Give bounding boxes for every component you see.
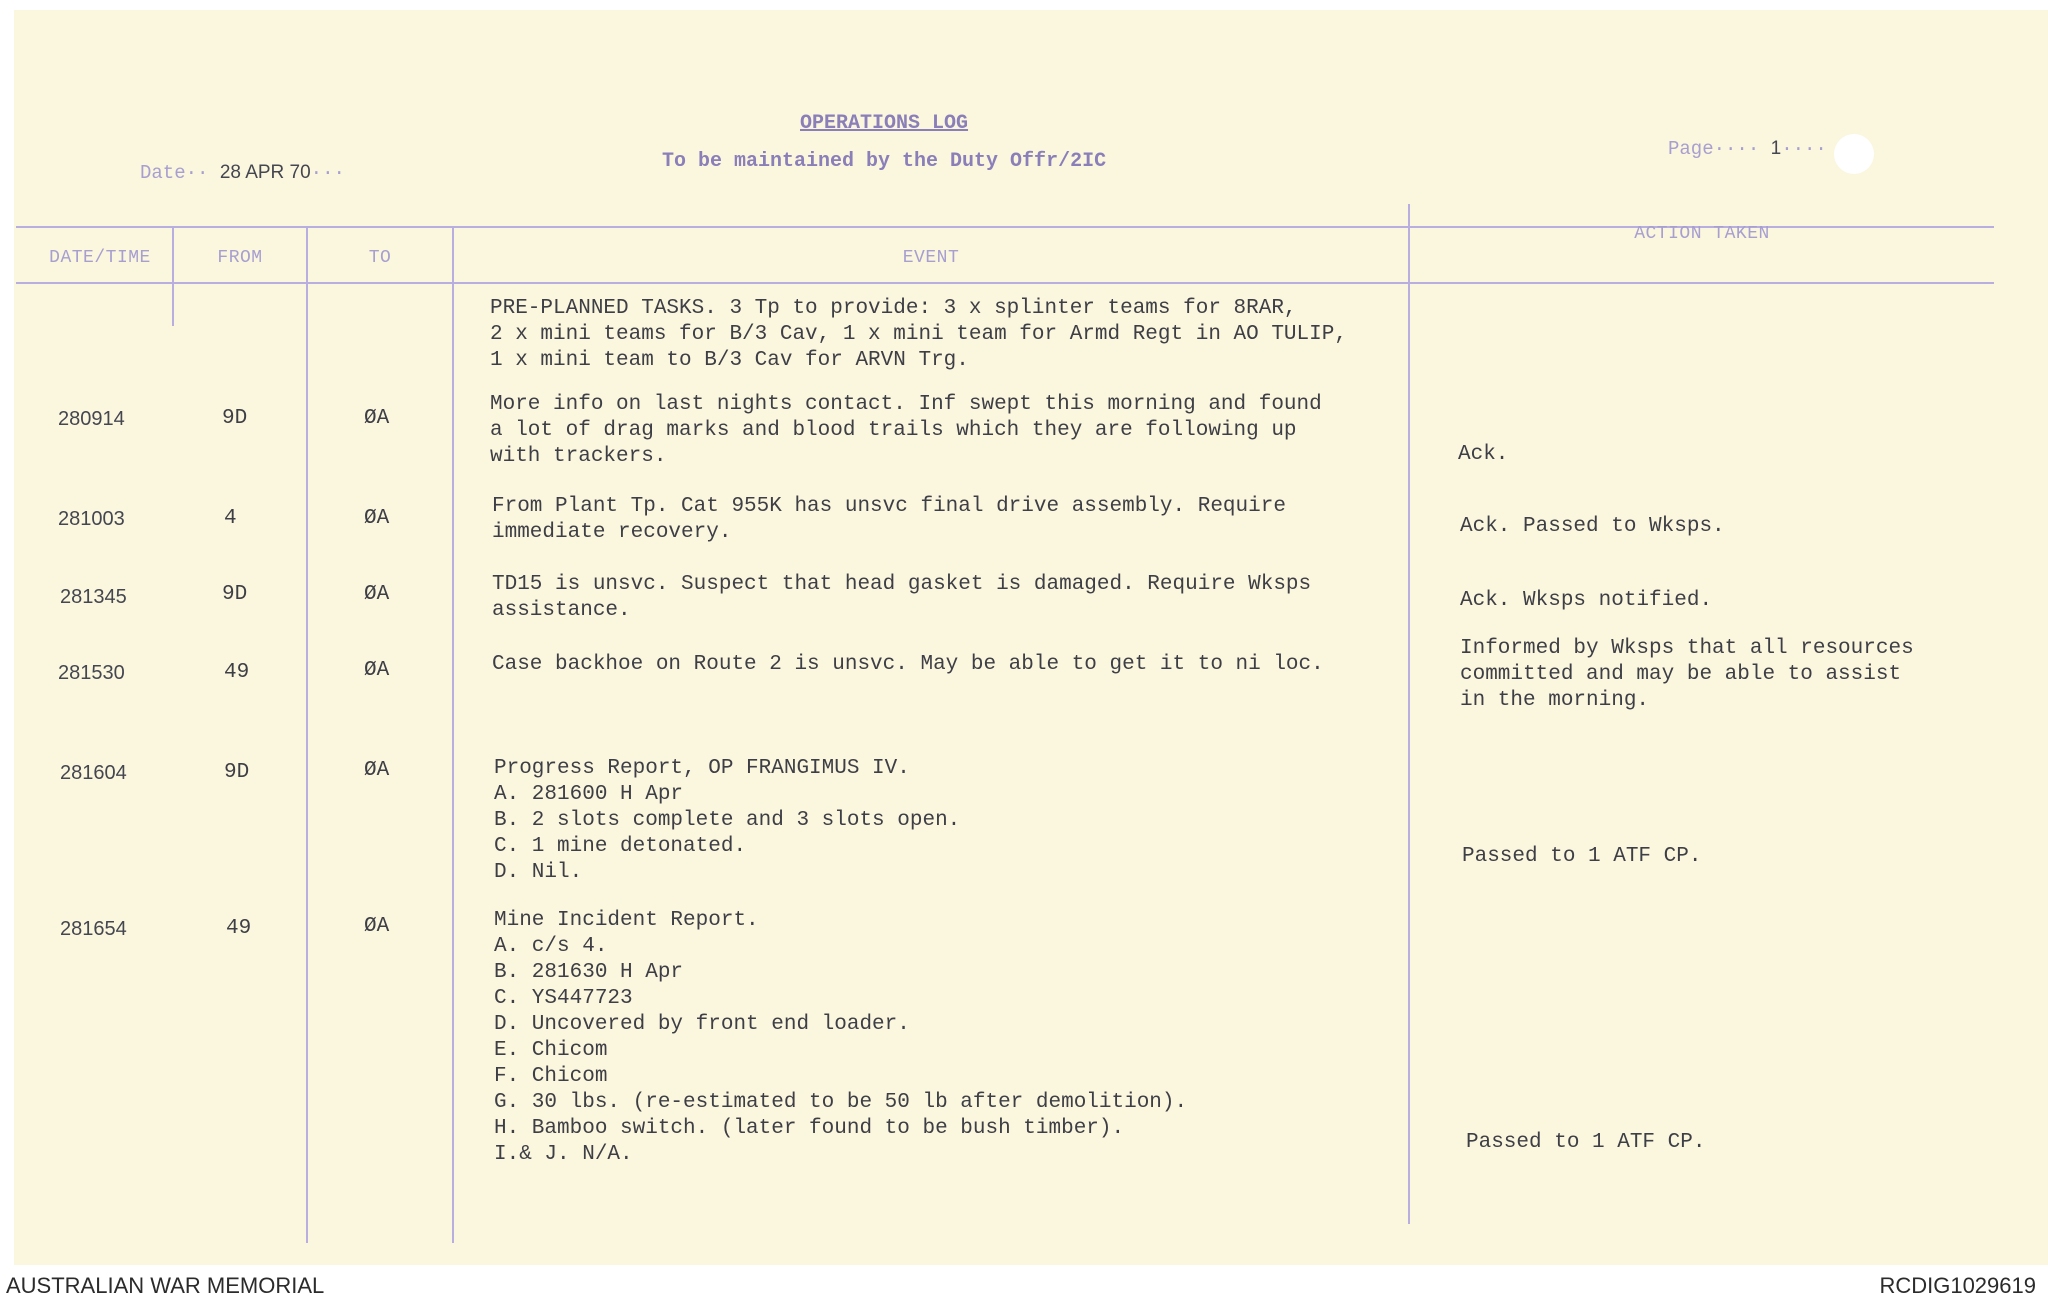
row-datetime: 281345 — [60, 586, 127, 608]
event-line: with trackers. — [490, 445, 667, 468]
page-label: Page — [1668, 138, 1714, 160]
row-datetime: 281604 — [60, 762, 127, 784]
event-line: TD15 is unsvc. Suspect that head gasket is damaged. Require Wksps — [492, 573, 1312, 596]
row-action — [1462, 844, 1701, 870]
event-line: E. Chicom — [494, 1039, 608, 1062]
date-label: Date — [140, 162, 186, 184]
preplanned-tasks — [490, 296, 1347, 374]
page-field: Page···· 1···· — [1668, 138, 1827, 160]
event-line: 2 x mini teams for B/3 Cav, 1 x mini team for Armd Regt in AO TULIP, — [490, 323, 1347, 346]
row-from: 4 — [224, 507, 237, 530]
column-divider — [172, 228, 174, 326]
date-value: 28 APR 70 — [219, 162, 311, 183]
row-to: ØA — [364, 915, 390, 938]
column-header-action: ACTION TAKEN — [1634, 224, 1770, 244]
event-line: I.& J. N/A. — [494, 1143, 633, 1166]
column-header-from: FROM — [217, 248, 263, 268]
row-event — [492, 652, 1324, 678]
event-line: More info on last nights contact. Inf swept this morning and found — [490, 393, 1322, 416]
footer-record-id: RCDIG1029619 — [1879, 1273, 2036, 1298]
row-from: 9D — [224, 761, 250, 784]
date-field: Date·· 28 APR 70··· — [140, 162, 345, 184]
event-line: H. Bamboo switch. (later found to be bush timber). — [494, 1117, 1125, 1140]
event-line: From Plant Tp. Cat 955K has unsvc final drive assembly. Require — [492, 495, 1286, 518]
row-from: 49 — [226, 917, 252, 940]
event-line: Case backhoe on Route 2 is unsvc. May be able to get it to ni loc. — [492, 653, 1324, 676]
row-datetime: 280914 — [58, 408, 125, 430]
row-action — [1458, 442, 1508, 468]
row-to: ØA — [364, 407, 390, 430]
row-event — [492, 494, 1286, 546]
row-to: ØA — [364, 759, 390, 782]
event-line: assistance. — [492, 599, 631, 622]
row-from: 9D — [222, 407, 248, 430]
event-line: a lot of drag marks and blood trails which they are following up — [490, 419, 1297, 442]
page-title: OPERATIONS LOG — [800, 112, 969, 135]
punch-hole — [1834, 134, 1874, 174]
column-divider — [1408, 204, 1410, 1224]
event-line: C. 1 mine detonated. — [494, 835, 747, 858]
row-action — [1460, 588, 1712, 614]
action-line: Informed by Wksps that all resources — [1460, 637, 1914, 660]
action-line: in the morning. — [1460, 689, 1650, 712]
event-line: A. c/s 4. — [494, 935, 608, 958]
event-line: PRE-PLANNED TASKS. 3 Tp to provide: 3 x splinter teams for 8RAR, — [490, 297, 1297, 320]
row-event — [492, 572, 1311, 624]
action-line: Passed to 1 ATF CP. — [1466, 1131, 1706, 1154]
column-header-to: TO — [368, 248, 392, 268]
event-line: C. YS447723 — [494, 987, 633, 1010]
row-datetime: 281654 — [60, 918, 127, 940]
event-line: B. 281630 H Apr — [494, 961, 684, 984]
row-event — [494, 908, 1187, 1168]
action-line: committed and may be able to assist — [1460, 663, 1902, 686]
event-line: Mine Incident Report. — [494, 909, 759, 932]
row-datetime: 281003 — [58, 508, 125, 530]
event-line: D. Uncovered by front end loader. — [494, 1013, 910, 1036]
column-divider — [306, 228, 308, 1243]
event-line: D. Nil. — [494, 861, 583, 884]
table-header-rule — [16, 282, 1994, 284]
event-line: G. 30 lbs. (re-estimated to be 50 lb after demolition). — [494, 1091, 1188, 1114]
column-divider — [452, 228, 454, 1243]
event-line: 1 x mini team to B/3 Cav for ARVN Trg. — [490, 349, 969, 372]
page-number: 1 — [1770, 138, 1782, 159]
row-datetime: 281530 — [58, 662, 125, 684]
row-action — [1466, 1130, 1705, 1156]
action-line: Ack. Wksps notified. — [1460, 589, 1713, 612]
row-event — [490, 392, 1322, 470]
action-line: Ack. — [1458, 443, 1509, 466]
row-to: ØA — [364, 659, 390, 682]
event-line: B. 2 slots complete and 3 slots open. — [494, 809, 961, 832]
page-subtitle: To be maintained by the Duty Offr/2IC — [662, 150, 1107, 173]
action-line: Ack. Passed to Wksps. — [1460, 515, 1725, 538]
row-event — [494, 756, 960, 886]
footer-source: AUSTRALIAN WAR MEMORIAL — [6, 1273, 325, 1298]
row-to: ØA — [364, 507, 390, 530]
row-to: ØA — [364, 583, 390, 606]
row-action — [1460, 514, 1725, 540]
action-line: Passed to 1 ATF CP. — [1462, 845, 1702, 868]
column-header-datetime: DATE/TIME — [49, 248, 151, 268]
row-from: 49 — [224, 661, 250, 684]
row-from: 9D — [222, 583, 248, 606]
column-header-event: EVENT — [902, 248, 960, 268]
event-line: Progress Report, OP FRANGIMUS IV. — [494, 757, 910, 780]
event-line: F. Chicom — [494, 1065, 608, 1088]
event-line: A. 281600 H Apr — [494, 783, 684, 806]
row-action — [1460, 636, 1914, 714]
event-line: immediate recovery. — [492, 521, 732, 544]
